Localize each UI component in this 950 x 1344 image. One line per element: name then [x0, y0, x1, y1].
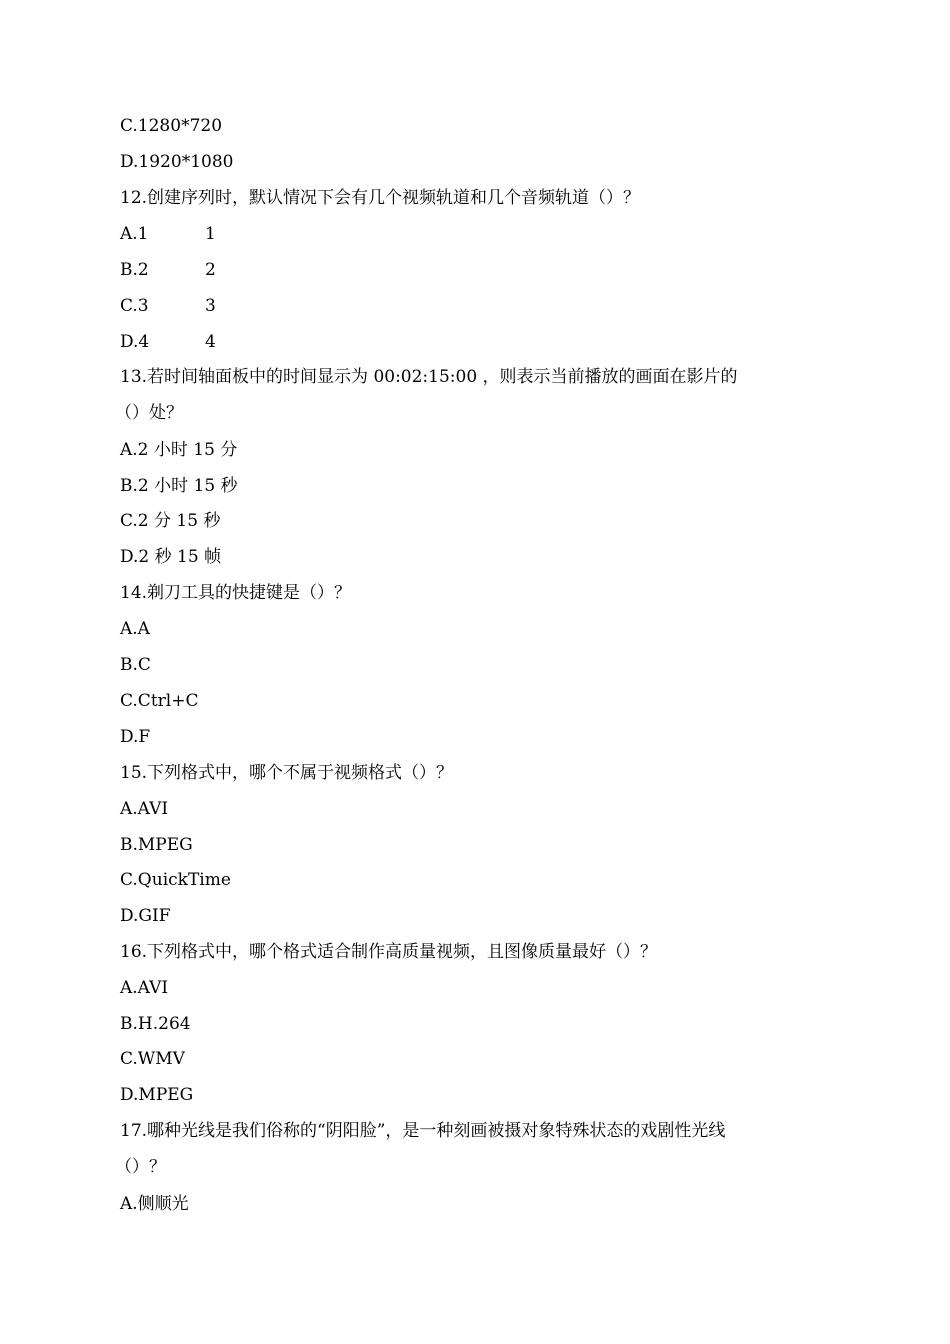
option-a-q12-audio: 1 [205, 224, 216, 244]
option-d-q12: D.4 [120, 332, 150, 352]
option-c-q13: C.2 分 15 秒 [120, 511, 221, 531]
option-c-q16: C.WMV [120, 1049, 185, 1069]
option-d-q16: D.MPEG [120, 1085, 194, 1105]
option-c-q11: C.1280*720 [120, 116, 223, 136]
option-b-q13: B.2 小时 15 秒 [120, 476, 238, 496]
option-c-q12: C.3 [120, 296, 149, 316]
option-c-q12-audio: 3 [205, 296, 216, 316]
question-13: 13.若时间轴面板中的时间显示为 00:02:15:00 ，则表示当前播放的画面在影片的 [120, 367, 738, 387]
option-c-q14: C.Ctrl+C [120, 691, 199, 711]
option-d-q11: D.1920*1080 [120, 152, 234, 172]
option-b-q15: B.MPEG [120, 835, 193, 855]
option-d-q15: D.GIF [120, 906, 171, 926]
option-b-q14: B.C [120, 655, 151, 675]
option-a-q16: A.AVI [120, 978, 169, 998]
option-a-q15: A.AVI [120, 799, 169, 819]
option-d-q12-audio: 4 [205, 332, 216, 352]
option-b-q12-audio: 2 [205, 260, 216, 280]
question-15: 15.下列格式中，哪个不属于视频格式（）？ [120, 763, 454, 783]
question-14: 14.剃刀工具的快捷键是（）？ [120, 583, 352, 603]
option-d-q14: D.F [120, 727, 151, 747]
option-a-q14: A.A [120, 619, 150, 639]
question-17-continued: （）？ [115, 1157, 166, 1177]
option-c-q15: C.QuickTime [120, 870, 231, 890]
question-13-continued: （）处？ [115, 403, 183, 423]
question-12: 12.创建序列时，默认情况下会有几个视频轨道和几个音频轨道（）？ [120, 188, 641, 208]
question-17: 17.哪种光线是我们俗称的“阴阳脸”，是一种刻画被摄对象特殊状态的戏剧性光线 [120, 1121, 726, 1141]
option-a-q17: A.侧顺光 [120, 1194, 189, 1214]
option-a-q12: A.1 [120, 224, 149, 244]
option-b-q12: B.2 [120, 260, 149, 280]
option-b-q16: B.H.264 [120, 1014, 191, 1034]
option-a-q13: A.2 小时 15 分 [120, 440, 238, 460]
option-d-q13: D.2 秒 15 帧 [120, 547, 222, 567]
question-16: 16.下列格式中，哪个格式适合制作高质量视频，且图像质量最好（）？ [120, 942, 658, 962]
